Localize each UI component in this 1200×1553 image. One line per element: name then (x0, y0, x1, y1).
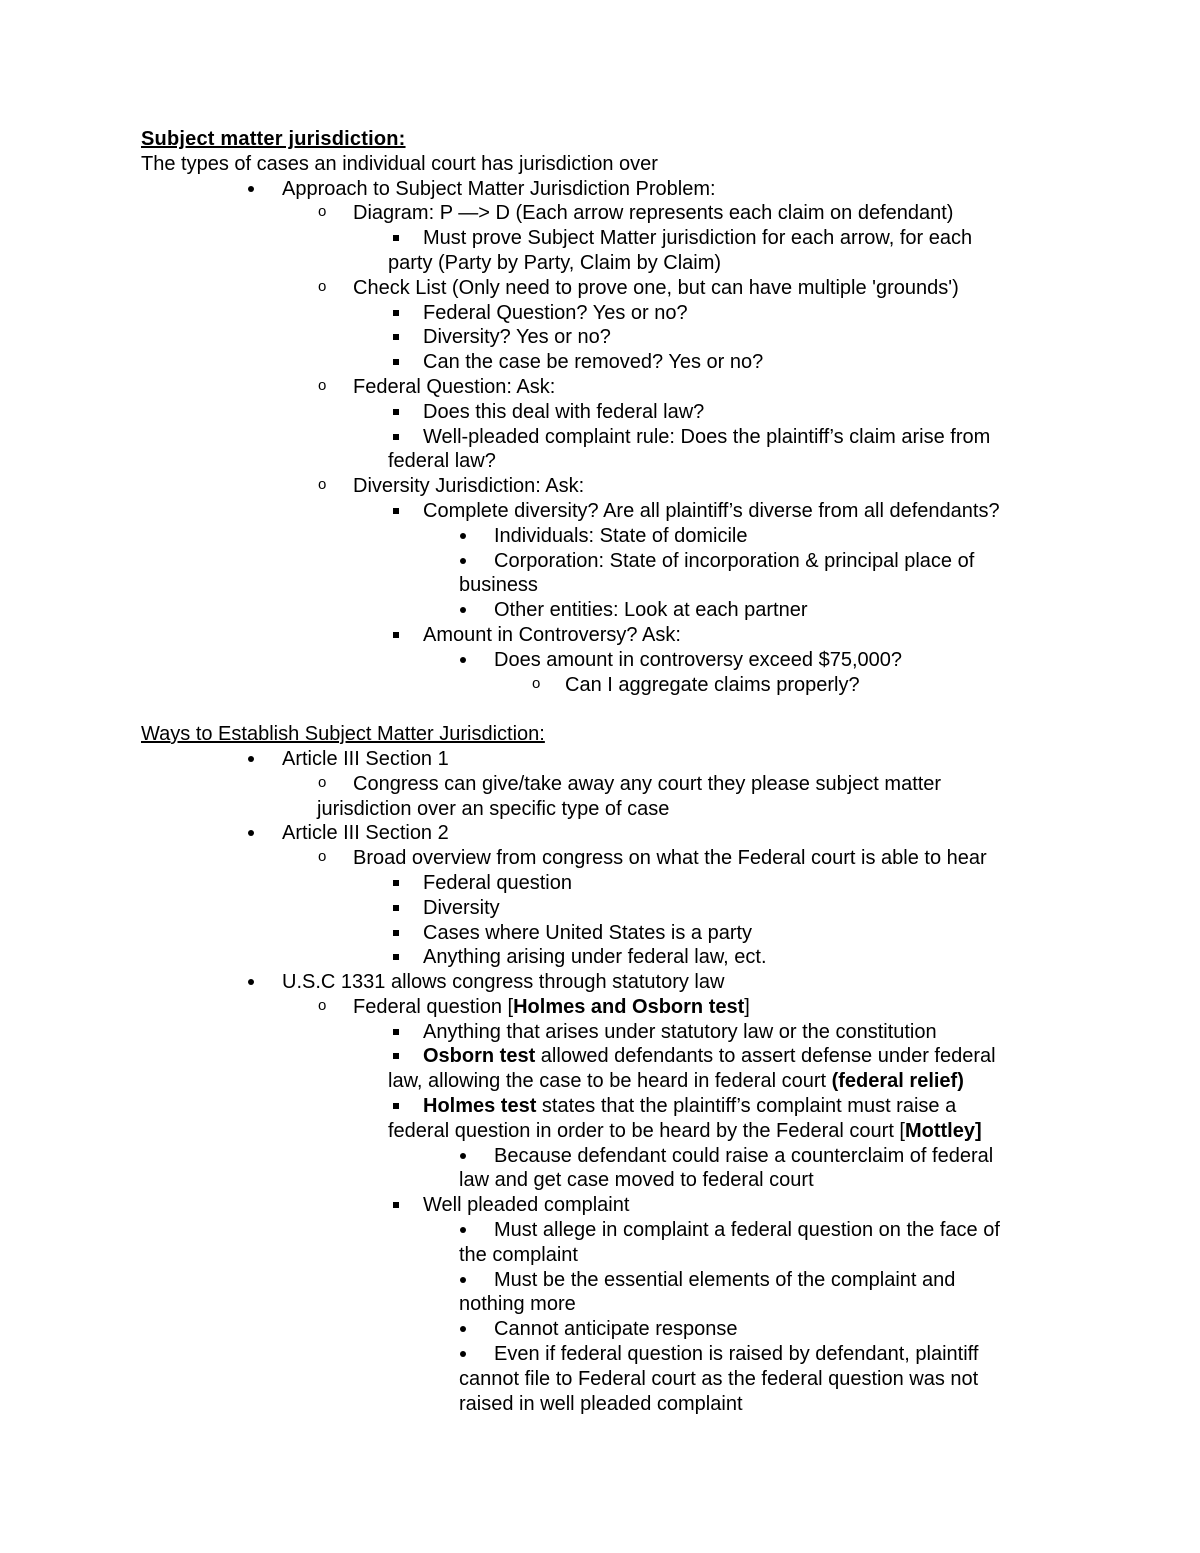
square-bullet-icon (393, 310, 399, 316)
list-item: o Federal question [Holmes and Osborn test] (318, 995, 750, 1018)
list-item: o Check List (Only need to prove one, but can have multiple 'grounds') (318, 276, 959, 299)
square-bullet-icon (393, 508, 399, 514)
list-item: Federal question (141, 871, 1061, 896)
document-page (141, 127, 1061, 1416)
list-item: Other entities: Look at each partner (141, 598, 1061, 623)
square-bullet-icon (393, 434, 399, 440)
square-bullet-icon (393, 235, 399, 241)
bullet-icon (460, 1277, 466, 1283)
square-bullet-icon (393, 880, 399, 886)
list-item: Cannot anticipate response (141, 1317, 1061, 1342)
list-item: Even if federal question is raised by defendant, plaintiff (141, 1342, 1061, 1367)
list-item: U.S.C 1331 allows congress through statutory law (141, 970, 1061, 995)
list-item: Article III Section 2 (141, 821, 1061, 846)
square-bullet-icon (393, 1103, 399, 1109)
bullet-icon (460, 533, 466, 539)
list-item: Anything that arises under statutory law or the constitution (141, 1020, 1061, 1045)
list-item: Osborn test allowed defendants to assert defense under federal (141, 1044, 1061, 1069)
list-item: o Can I aggregate claims properly? (532, 673, 860, 696)
list-item: Must allege in complaint a federal question on the face of (141, 1218, 1061, 1243)
list-item: Amount in Controversy? Ask: (141, 623, 1061, 648)
square-bullet-icon (393, 1202, 399, 1208)
list-item-continuation: business (459, 574, 538, 597)
list-item-continuation: federal law? (388, 450, 496, 473)
section-title: Ways to Establish Subject Matter Jurisdiction: (141, 723, 545, 746)
list-item: Diversity? Yes or no? (141, 325, 1061, 350)
list-item: Well-pleaded complaint rule: Does the plaintiff’s claim arise from (141, 425, 1061, 450)
circle-bullet-icon: o (318, 996, 327, 1014)
list-item-continuation: cannot file to Federal court as the federal question was not (459, 1367, 979, 1390)
list-item: Complete diversity? Are all plaintiff’s diverse from all defendants? (141, 499, 1061, 524)
list-item-continuation: jurisdiction over an specific type of case (317, 797, 670, 820)
list-item-continuation: raised in well pleaded complaint (459, 1392, 743, 1415)
square-bullet-icon (393, 954, 399, 960)
bullet-icon (248, 186, 254, 192)
square-bullet-icon (393, 1029, 399, 1035)
list-item: o Diagram: P —> D (Each arrow represents each claim on defendant) (318, 202, 954, 225)
spacer (141, 697, 1061, 722)
bullet-icon (460, 657, 466, 663)
circle-bullet-icon: o (318, 773, 327, 791)
bullet-icon (248, 756, 254, 762)
circle-bullet-icon: o (318, 476, 327, 494)
list-item: Well pleaded complaint (141, 1193, 1061, 1218)
section-title: Subject matter jurisdiction: (141, 128, 406, 150)
list-item-continuation: law, allowing the case to be heard in federal court (federal relief) (388, 1070, 964, 1093)
list-item: Does this deal with federal law? (141, 400, 1061, 425)
circle-bullet-icon: o (532, 674, 541, 692)
bullet-icon (460, 1153, 466, 1159)
list-item-continuation: federal question in order to be heard by the Federal court [Mottley] (388, 1119, 982, 1142)
list-item: o Federal Question: Ask: (318, 375, 556, 398)
list-item: Federal Question? Yes or no? (141, 301, 1061, 326)
list-item: o Broad overview from congress on what the Federal court is able to hear (318, 847, 987, 870)
square-bullet-icon (393, 905, 399, 911)
list-item: o Diversity Jurisdiction: Ask: (318, 475, 585, 498)
list-item: Must be the essential elements of the complaint and (141, 1268, 1061, 1293)
circle-bullet-icon: o (318, 848, 327, 866)
list-item-continuation: law and get case moved to federal court (459, 1169, 814, 1192)
paragraph: The types of cases an individual court has jurisdiction over (141, 152, 658, 175)
list-item: o Congress can give/take away any court they please subject matter (318, 772, 942, 795)
list-item: Cases where United States is a party (141, 921, 1061, 946)
circle-bullet-icon: o (318, 203, 327, 221)
list-item: Anything arising under federal law, ect. (141, 945, 1061, 970)
list-item: Because defendant could raise a counterclaim of federal (141, 1144, 1061, 1169)
square-bullet-icon (393, 334, 399, 340)
list-item-continuation: party (Party by Party, Claim by Claim) (388, 251, 722, 274)
list-item: Individuals: State of domicile (141, 524, 1061, 549)
bullet-icon (460, 1351, 466, 1357)
square-bullet-icon (393, 930, 399, 936)
square-bullet-icon (393, 632, 399, 638)
list-item: Must prove Subject Matter jurisdiction for each arrow, for each (141, 226, 1061, 251)
list-item: Can the case be removed? Yes or no? (141, 350, 1061, 375)
list-item: Article III Section 1 (141, 747, 1061, 772)
circle-bullet-icon: o (318, 277, 327, 295)
list-item: Approach to Subject Matter Jurisdiction Problem: (141, 177, 1061, 202)
bullet-icon (460, 558, 466, 564)
list-item: Corporation: State of incorporation & principal place of (141, 549, 1061, 574)
circle-bullet-icon: o (318, 376, 327, 394)
list-item-continuation: the complaint (459, 1243, 578, 1266)
list-item: Diversity (141, 896, 1061, 921)
square-bullet-icon (393, 1053, 399, 1059)
list-item: Does amount in controversy exceed $75,000? (141, 648, 1061, 673)
square-bullet-icon (393, 409, 399, 415)
list-item-continuation: nothing more (459, 1293, 576, 1316)
list-item: Holmes test states that the plaintiff’s complaint must raise a (141, 1094, 1061, 1119)
square-bullet-icon (393, 359, 399, 365)
